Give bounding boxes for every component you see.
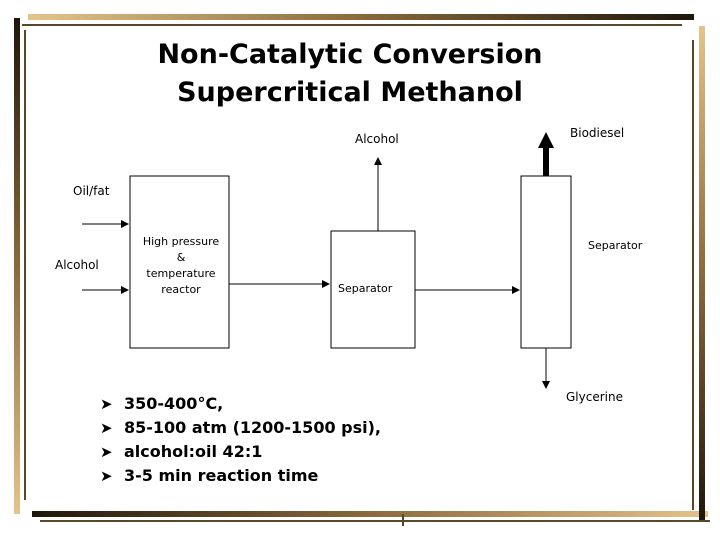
conditions-list: [100, 392, 381, 488]
arrow-bullet-icon: ➤: [100, 419, 113, 437]
oil-fat-label: Oil/fat: [73, 184, 110, 198]
separator-2-label: Separator: [588, 239, 643, 252]
title-line-1: Non-Catalytic Conversion: [157, 39, 543, 70]
alcohol-input-label: Alcohol: [55, 258, 99, 272]
glycerine-label: Glycerine: [566, 390, 623, 404]
list-item: [100, 416, 381, 440]
reactor-label-line-3: temperature: [146, 267, 216, 280]
reactor-label-line-4: reactor: [161, 283, 201, 296]
arrow-bullet-icon: ➤: [100, 395, 113, 413]
condition-ratio: alcohol:oil 42:1: [124, 442, 263, 461]
biodiesel-label: Biodiesel: [570, 126, 625, 140]
condition-pressure: 85-100 atm (1200-1500 psi),: [124, 418, 381, 437]
arrow-bullet-icon: ➤: [100, 443, 113, 461]
arrow-bullet-icon: ➤: [100, 467, 113, 485]
condition-temperature: 350-400°C,: [124, 394, 224, 413]
alcohol-output-label: Alcohol: [355, 132, 399, 146]
reactor-label-line-2: &: [176, 251, 186, 264]
separator-1-label: Separator: [338, 282, 393, 295]
condition-time: 3-5 min reaction time: [124, 466, 319, 485]
biodiesel-arrowhead: [538, 132, 554, 148]
separator-2-column: [521, 176, 571, 348]
reactor-label-line-1: High pressure: [142, 235, 220, 248]
list-item: [100, 464, 381, 488]
title-line-2: Supercritical Methanol: [177, 77, 523, 108]
list-item: [100, 392, 381, 416]
list-item: [100, 440, 381, 464]
reactor-label: [133, 234, 229, 298]
